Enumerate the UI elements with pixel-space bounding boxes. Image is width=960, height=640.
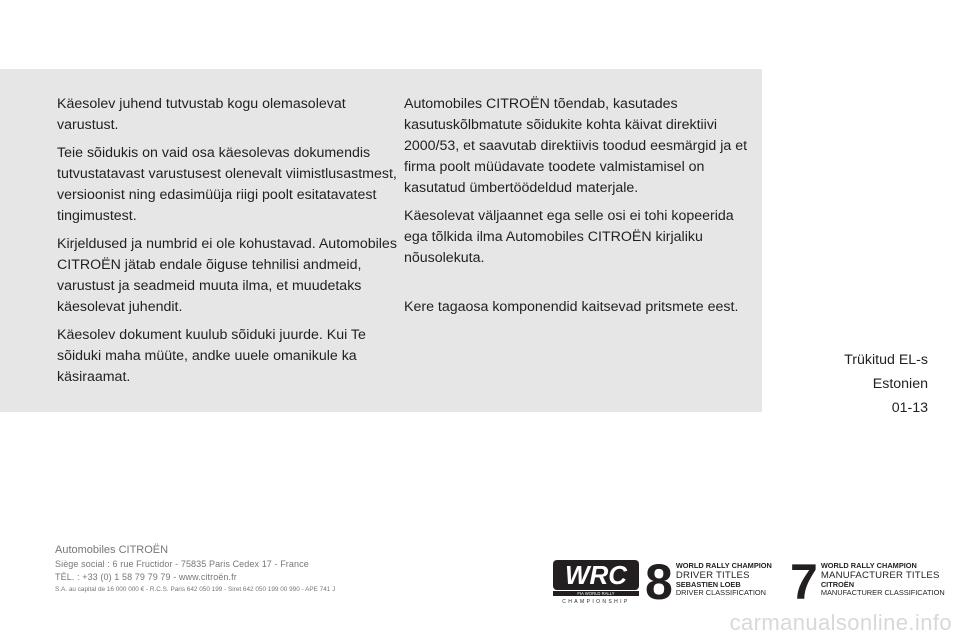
company-address: Siège social : 6 rue Fructidor - 75835 Paris Cedex 17 - France [55,559,309,569]
company-footer [55,543,335,595]
driver-titles-category: DRIVER TITLES [675,569,750,581]
manufacturer-titles-badge [790,554,945,610]
manufacturer-titles-category: MANUFACTURER TITLES [820,569,940,581]
wrc-championship-text: CHAMPIONSHIP [562,599,630,604]
paragraph-ownership: Käesolev dokument kuulub sõiduki juurde. Kui Te sõiduki maha müüte, andke uuele omanikule ka käsiraamat. [57,327,366,385]
company-name: Automobiles CITROËN [55,544,169,556]
driver-titles-name: SEBASTIEN LOEB [675,579,741,589]
driver-titles-classification: DRIVER CLASSIFICATION [675,588,767,598]
right-text-column [404,94,754,325]
wrc-logo-text: WRC [564,560,628,590]
print-info [844,348,928,420]
driver-titles-badge [645,554,772,610]
manufacturer-titles-number: 7 [790,554,818,610]
paragraph-equipment: Käesolev juhend tutvustab kogu olemasolevat varustust. [57,96,346,133]
manufacturer-titles-classification: MANUFACTURER CLASSIFICATION [820,588,945,598]
printed-in: Trükitud EL-s [844,352,928,368]
edition-language: Estonien [872,376,928,392]
driver-titles-heading: WORLD RALLY CHAMPION [675,561,772,570]
paragraph-body-components: Kere tagaosa komponendid kaitsevad pritsmete eest. [404,299,739,315]
company-legal: S.A. au capital de 16 000 000 € - R.C.S. Paris 642 050 199 - Siret 642 050 199 00 990 - APE 741 J [55,586,336,593]
watermark: carmanualsonline.info [729,610,952,635]
edition-date: 01-13 [891,400,928,416]
manufacturer-titles-name: CITROËN [820,579,855,589]
driver-titles-number: 8 [645,554,673,610]
paragraph-partial-equipment: Teie sõidukis on vaid osa käesolevas dokumendis tutvustatavast varustusest olenevalt viimistlusastmest, versioonist ning edasimüüja riigi poolt esitatavatest tingimustest. [57,145,397,224]
paragraph-directive: Automobiles CITROËN tõendab, kasutades kasutuskõlbmatute sõidukite kohta käivat direktiivi 2000/53, et saavutab direktiivis toodud eesmärgid ja et firma poolt müüdavate toodete valmistamisel on kasutatud ümbertöödeldud materjale. [404,96,748,196]
company-contact: TÉL. : +33 (0) 1 58 79 79 79 - www.citroën.fr [55,572,237,582]
wrc-logo-icon [553,560,639,604]
manufacturer-titles-heading: WORLD RALLY CHAMPION [820,561,917,570]
wrc-fia-text: FIA WORLD RALLY [577,591,615,596]
paragraph-copyright: Käesolevat väljaannet ega selle osi ei tohi kopeerida ega tõlkida ilma Automobiles CITROËN kirjaliku nõusolekuta. [404,208,734,266]
paragraph-specifications: Kirjeldused ja numbrid ei ole kohustavad. Automobiles CITROËN jätab endale õiguse tehnilisi andmeid, varustust ja seadmeid muuta ilma, et muudetaks käesolevat juhendit. [57,236,397,315]
left-text-column [57,94,397,395]
